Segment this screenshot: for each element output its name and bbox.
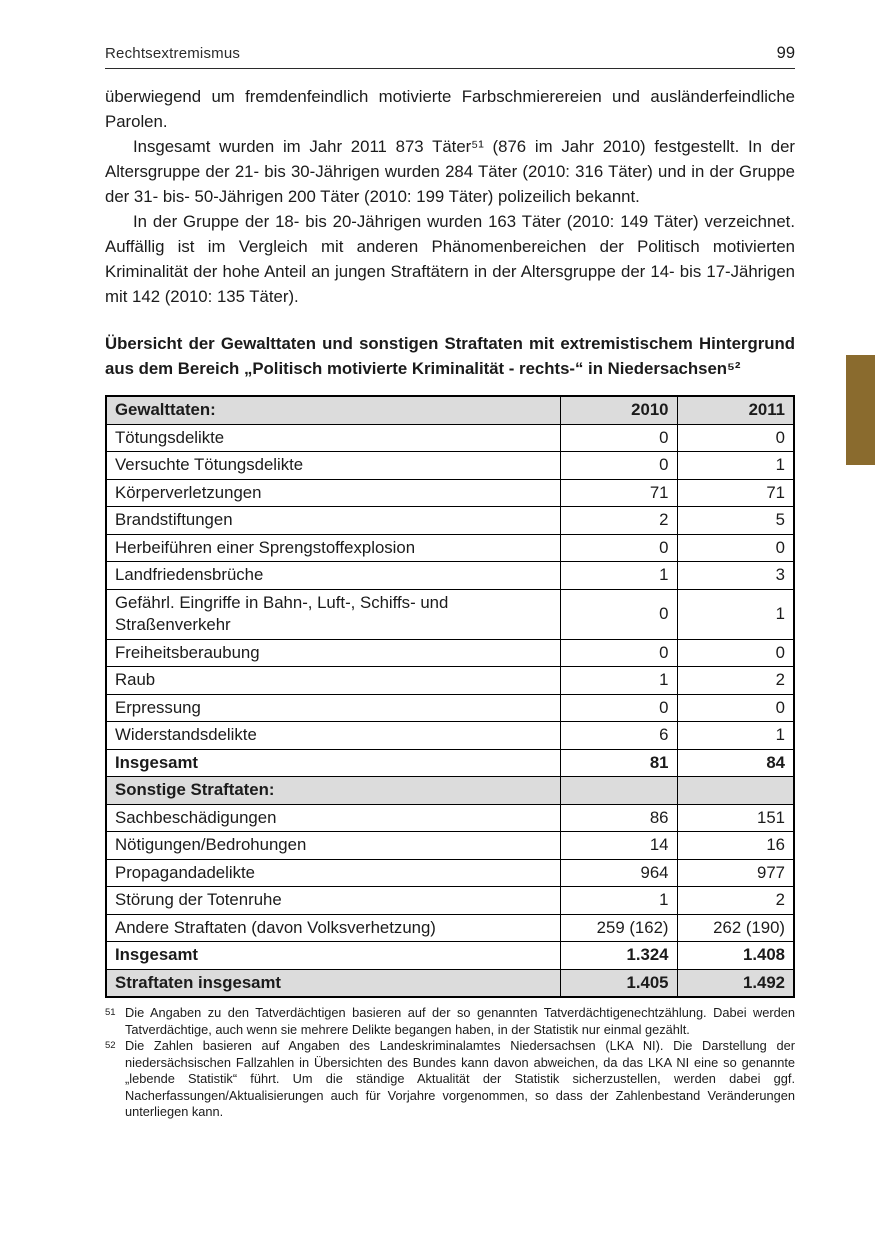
value-2010: 1: [560, 562, 677, 590]
row-label: Freiheitsberaubung: [106, 639, 560, 667]
value-2011: 16: [677, 832, 794, 860]
table-row: [106, 777, 794, 805]
value-2010: 14: [560, 832, 677, 860]
row-label: Erpressung: [106, 694, 560, 722]
footnote-marker: 51: [105, 1007, 116, 1018]
row-label: Nötigungen/Bedrohungen: [106, 832, 560, 860]
value-2010: 6: [560, 722, 677, 750]
table-row: [106, 969, 794, 997]
value-2011: 262 (190): [677, 914, 794, 942]
table-row: [106, 749, 794, 777]
table-row: [106, 424, 794, 452]
row-label: Straftaten insgesamt: [106, 969, 560, 997]
row-label: Störung der Totenruhe: [106, 887, 560, 915]
value-2011: 2: [677, 887, 794, 915]
statistics-table: [105, 395, 795, 998]
footnote-text: Die Angaben zu den Tatverdächtigen basieren auf der so genannten Tatverdächtigenechtzählung. Dabei werden Tatverdächtige, auch wenn sie mehrere Delikte begangen haben, in der Statistik nur einmal gezählt.: [125, 1005, 795, 1037]
value-2010: 0: [560, 424, 677, 452]
row-label: Insgesamt: [106, 749, 560, 777]
running-title: Rechtsextremismus: [105, 45, 241, 62]
value-2011: 3: [677, 562, 794, 590]
value-2011: 151: [677, 804, 794, 832]
table-row: [106, 914, 794, 942]
table-row: [106, 507, 794, 535]
paragraph-1: überwiegend um fremdenfeindlich motivierte Farbschmierereien und ausländerfeindliche Parolen.: [105, 87, 795, 131]
value-2011: 1: [677, 452, 794, 480]
value-2010: 1.324: [560, 942, 677, 970]
value-2010: 259 (162): [560, 914, 677, 942]
footnote: [105, 1038, 795, 1121]
value-2010: 86: [560, 804, 677, 832]
value-2011: 2: [677, 667, 794, 695]
footnote: [105, 1005, 795, 1038]
value-2010: 964: [560, 859, 677, 887]
value-2010: 1: [560, 887, 677, 915]
row-label: Propagandadelikte: [106, 859, 560, 887]
row-label: Andere Straftaten (davon Volksverhetzung): [106, 914, 560, 942]
value-2010: 71: [560, 479, 677, 507]
table-header-2011: 2011: [677, 396, 794, 424]
table-row: [106, 887, 794, 915]
header-rule: [105, 68, 795, 69]
row-label: Sonstige Straftaten:: [106, 777, 560, 805]
table-row: [106, 639, 794, 667]
value-2010: 0: [560, 589, 677, 639]
row-label: Brandstiftungen: [106, 507, 560, 535]
value-2010: [560, 777, 677, 805]
table-row: [106, 479, 794, 507]
value-2011: 977: [677, 859, 794, 887]
value-2011: 71: [677, 479, 794, 507]
value-2011: 5: [677, 507, 794, 535]
row-label: Gefährl. Eingriffe in Bahn-, Luft-, Schiffs- und Straßenverkehr: [106, 589, 560, 639]
value-2011: 1.408: [677, 942, 794, 970]
row-label: Sachbeschädigungen: [106, 804, 560, 832]
row-label: Insgesamt: [106, 942, 560, 970]
table-row: [106, 804, 794, 832]
value-2010: 0: [560, 534, 677, 562]
value-2010: 1: [560, 667, 677, 695]
value-2010: 0: [560, 639, 677, 667]
table-row: [106, 667, 794, 695]
table-row: [106, 722, 794, 750]
value-2011: 0: [677, 534, 794, 562]
row-label: Raub: [106, 667, 560, 695]
edge-thumb-tab: [846, 355, 875, 465]
table-row: [106, 694, 794, 722]
value-2011: 0: [677, 639, 794, 667]
value-2010: 0: [560, 694, 677, 722]
value-2010: 81: [560, 749, 677, 777]
value-2011: 84: [677, 749, 794, 777]
table-row: [106, 832, 794, 860]
row-label: Landfriedensbrüche: [106, 562, 560, 590]
value-2011: 0: [677, 694, 794, 722]
value-2011: [677, 777, 794, 805]
body-content: [105, 84, 795, 1121]
footnote-text: Die Zahlen basieren auf Angaben des Landeskriminalamtes Niedersachsen (LKA NI). Die Darstellung der niedersächsischen Fallzahlen in Übersichten des Bundes kann davon abweichen, da das LKA NI eine so genannte „lebende Statistik“ führt. Um die ständige Aktualität der Statistik sicherzustellen, werden dabei ggf. Nacherfassungen/Aktualisierungen auch für Vorjahre vorgenommen, so dass der Zahlenbestand Veränderungen unterliegen kann.: [125, 1038, 795, 1119]
footnote-marker: 52: [105, 1040, 116, 1051]
row-label: Widerstandsdelikte: [106, 722, 560, 750]
paragraph-3: In der Gruppe der 18- bis 20-Jährigen wurden 163 Täter (2010: 149 Täter) verzeichnet. Auffällig ist im Vergleich mit anderen Phänomenbereichen der Politisch motivierten Kriminalität der hohe Anteil an jungen Straftätern in der Altersgruppe der 14- bis 17-Jährigen mit 142 (2010: 135 Täter).: [105, 212, 795, 306]
value-2011: 1: [677, 589, 794, 639]
value-2010: 1.405: [560, 969, 677, 997]
table-row: [106, 859, 794, 887]
footnotes: [105, 1005, 795, 1121]
table-row: [106, 589, 794, 639]
value-2010: 0: [560, 452, 677, 480]
row-label: Versuchte Tötungsdelikte: [106, 452, 560, 480]
row-label: Tötungsdelikte: [106, 424, 560, 452]
table-row: [106, 534, 794, 562]
table-heading: Übersicht der Gewalttaten und sonstigen Straftaten mit extremistischem Hintergrund aus dem Bereich „Politisch motivierte Kriminalität - rechts-“ in Niedersachsen⁵²: [105, 334, 795, 378]
row-label: Herbeiführen einer Sprengstoffexplosion: [106, 534, 560, 562]
paragraph-2: Insgesamt wurden im Jahr 2011 873 Täter⁵¹ (876 im Jahr 2010) festgestellt. In der Altersgruppe der 21- bis 30-Jährigen wurden 284 Täter (2010: 316 Täter) und in der Gruppe der 31- bis- 50-Jährigen 200 Täter (2010: 199 Täter) polizeilich bekannt.: [105, 137, 795, 206]
value-2011: 1: [677, 722, 794, 750]
table-row: [106, 452, 794, 480]
table-row: [106, 562, 794, 590]
page-number: 99: [776, 44, 795, 62]
row-label: Körperverletzungen: [106, 479, 560, 507]
value-2010: 2: [560, 507, 677, 535]
table-header-row: [106, 396, 794, 424]
page-header: [105, 44, 795, 63]
table-header-2010: 2010: [560, 396, 677, 424]
value-2011: 0: [677, 424, 794, 452]
table-header-label: Gewalttaten:: [106, 396, 560, 424]
value-2011: 1.492: [677, 969, 794, 997]
table-row: [106, 942, 794, 970]
